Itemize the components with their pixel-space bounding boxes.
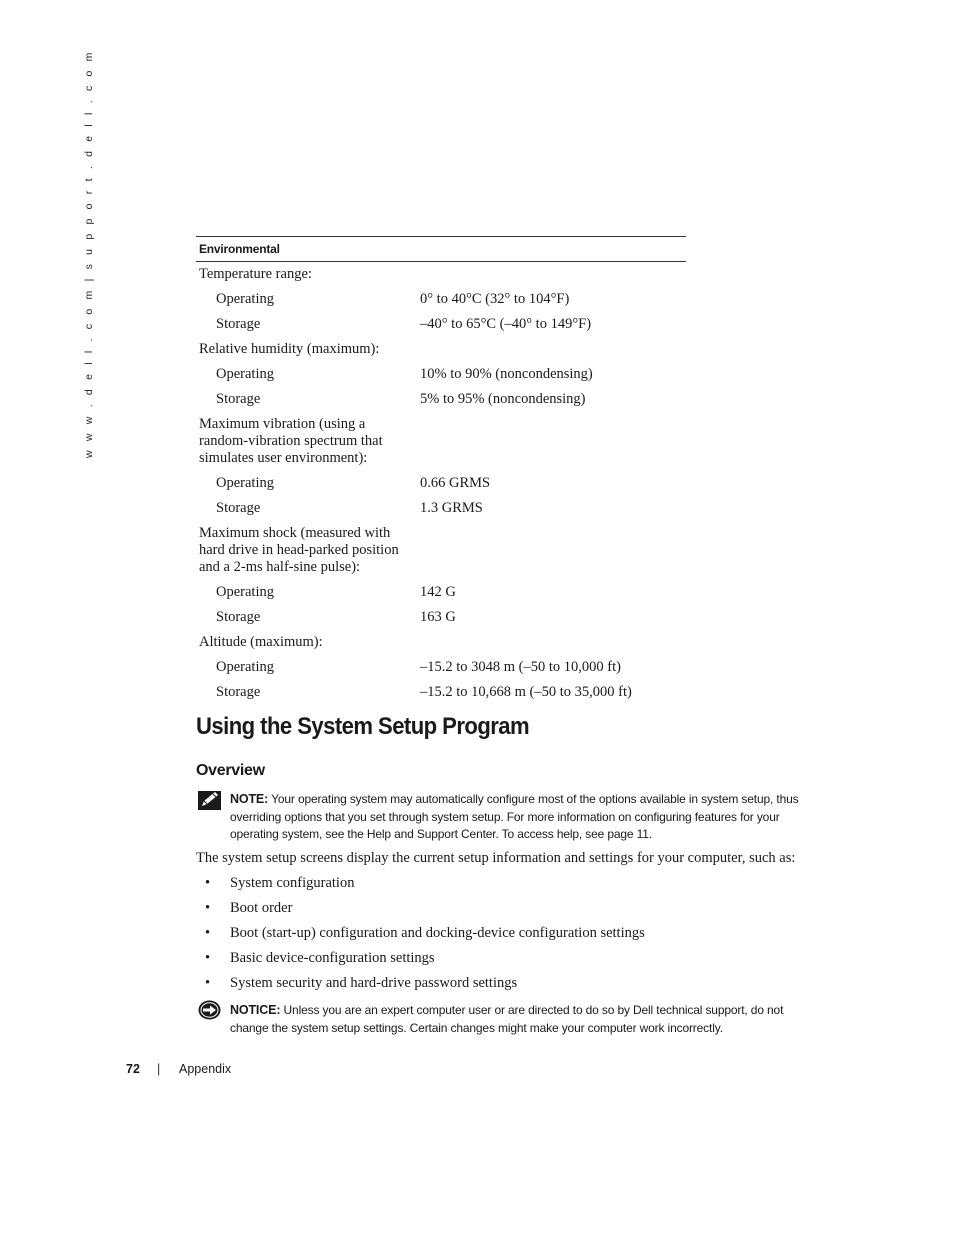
intro-paragraph: The system setup screens display the current setup information and settings for your computer, such as: — [196, 850, 796, 866]
list-item — [196, 874, 645, 899]
footer-separator: | — [157, 1062, 161, 1076]
notice-label: NOTICE: — [230, 1003, 281, 1017]
row-label: Storage — [216, 684, 261, 700]
row-label: Storage — [216, 500, 261, 516]
table-row — [196, 659, 686, 676]
subsection-heading: Overview — [196, 762, 265, 779]
table-row — [196, 416, 686, 467]
table-row — [196, 291, 686, 308]
pencil-note-icon — [198, 790, 221, 810]
table-row — [196, 475, 686, 492]
table-row — [196, 391, 686, 408]
row-value: 0.66 GRMS — [420, 475, 491, 491]
row-value: 163 G — [420, 609, 456, 625]
table-row — [196, 366, 686, 383]
list-item — [196, 899, 645, 924]
note-label: NOTE: — [230, 792, 269, 806]
page-number: 72 — [126, 1062, 140, 1076]
section-heading: Using the System Setup Program — [196, 713, 530, 740]
row-value — [406, 525, 686, 576]
list-item-text: System configuration — [230, 875, 355, 891]
footer-section: Appendix — [179, 1062, 232, 1076]
row-label: Relative humidity (maximum): — [199, 341, 380, 357]
row-value: 142 G — [420, 584, 456, 600]
row-label: Operating — [216, 659, 274, 675]
row-label: Maximum vibration (using a random-vibration spectrum that simulates user environment): — [199, 416, 383, 466]
environmental-table — [196, 236, 686, 700]
list-item-text: System security and hard-drive password settings — [230, 975, 518, 991]
bullet-dot: • — [205, 900, 211, 916]
table-row — [196, 609, 686, 626]
notice-arrow-icon — [198, 1000, 221, 1020]
row-value — [406, 266, 686, 283]
note-callout — [230, 791, 820, 844]
row-label: Maximum shock (measured with hard drive in head-parked position and a 2-ms half-sine pulse): — [199, 525, 399, 575]
table-row — [196, 266, 686, 283]
bullet-dot: • — [205, 875, 211, 891]
row-label: Operating — [216, 475, 274, 491]
table-row — [196, 341, 686, 358]
table-row — [196, 634, 686, 651]
bullet-dot: • — [205, 925, 211, 941]
feature-list — [196, 874, 645, 999]
list-item — [196, 949, 645, 974]
row-value — [406, 634, 686, 651]
row-value — [406, 341, 686, 358]
row-label: Operating — [216, 291, 274, 307]
row-label: Operating — [216, 366, 274, 382]
table-row — [196, 500, 686, 517]
row-value: 10% to 90% (noncondensing) — [420, 366, 593, 382]
table-row — [196, 584, 686, 601]
bullet-dot: • — [205, 950, 211, 966]
row-label: Temperature range: — [199, 266, 312, 282]
row-label: Storage — [216, 609, 261, 625]
table-header: Environmental — [196, 237, 686, 262]
table-row — [196, 684, 686, 701]
row-value: –40° to 65°C (–40° to 149°F) — [420, 316, 592, 332]
row-label: Storage — [216, 316, 261, 332]
row-label: Altitude (maximum): — [199, 634, 323, 650]
notice-callout — [230, 1002, 820, 1037]
list-item-text: Basic device-configuration settings — [230, 950, 435, 966]
row-label: Operating — [216, 584, 274, 600]
list-item — [196, 974, 645, 999]
list-item-text: Boot (start-up) configuration and docking-device configuration settings — [230, 925, 645, 941]
row-value: 1.3 GRMS — [420, 500, 483, 516]
row-value — [406, 416, 686, 467]
note-text: Your operating system may automatically configure most of the options available in system setup, thus overriding options that you set through system setup. For more information on configuring features for your operating system, see the Help and Support Center. To access help, see page 11. — [230, 792, 799, 841]
row-label: Storage — [216, 391, 261, 407]
row-value: –15.2 to 10,668 m (–50 to 35,000 ft) — [420, 684, 632, 700]
table-row — [196, 316, 686, 333]
list-item — [196, 924, 645, 949]
row-value: 0° to 40°C (32° to 104°F) — [420, 291, 570, 307]
list-item-text: Boot order — [230, 900, 293, 916]
table-row — [196, 525, 686, 576]
side-url-text: w w w . d e l l . c o m | s u p p o r t . d e l l . c o m — [83, 49, 95, 458]
notice-text: Unless you are an expert computer user or are directed to do so by Dell technical support, do not change the system setup settings. Certain changes might make your computer work incorrectly. — [230, 1003, 784, 1035]
row-value: –15.2 to 3048 m (–50 to 10,000 ft) — [420, 659, 621, 675]
row-value: 5% to 95% (noncondensing) — [420, 391, 586, 407]
bullet-dot: • — [205, 975, 211, 991]
